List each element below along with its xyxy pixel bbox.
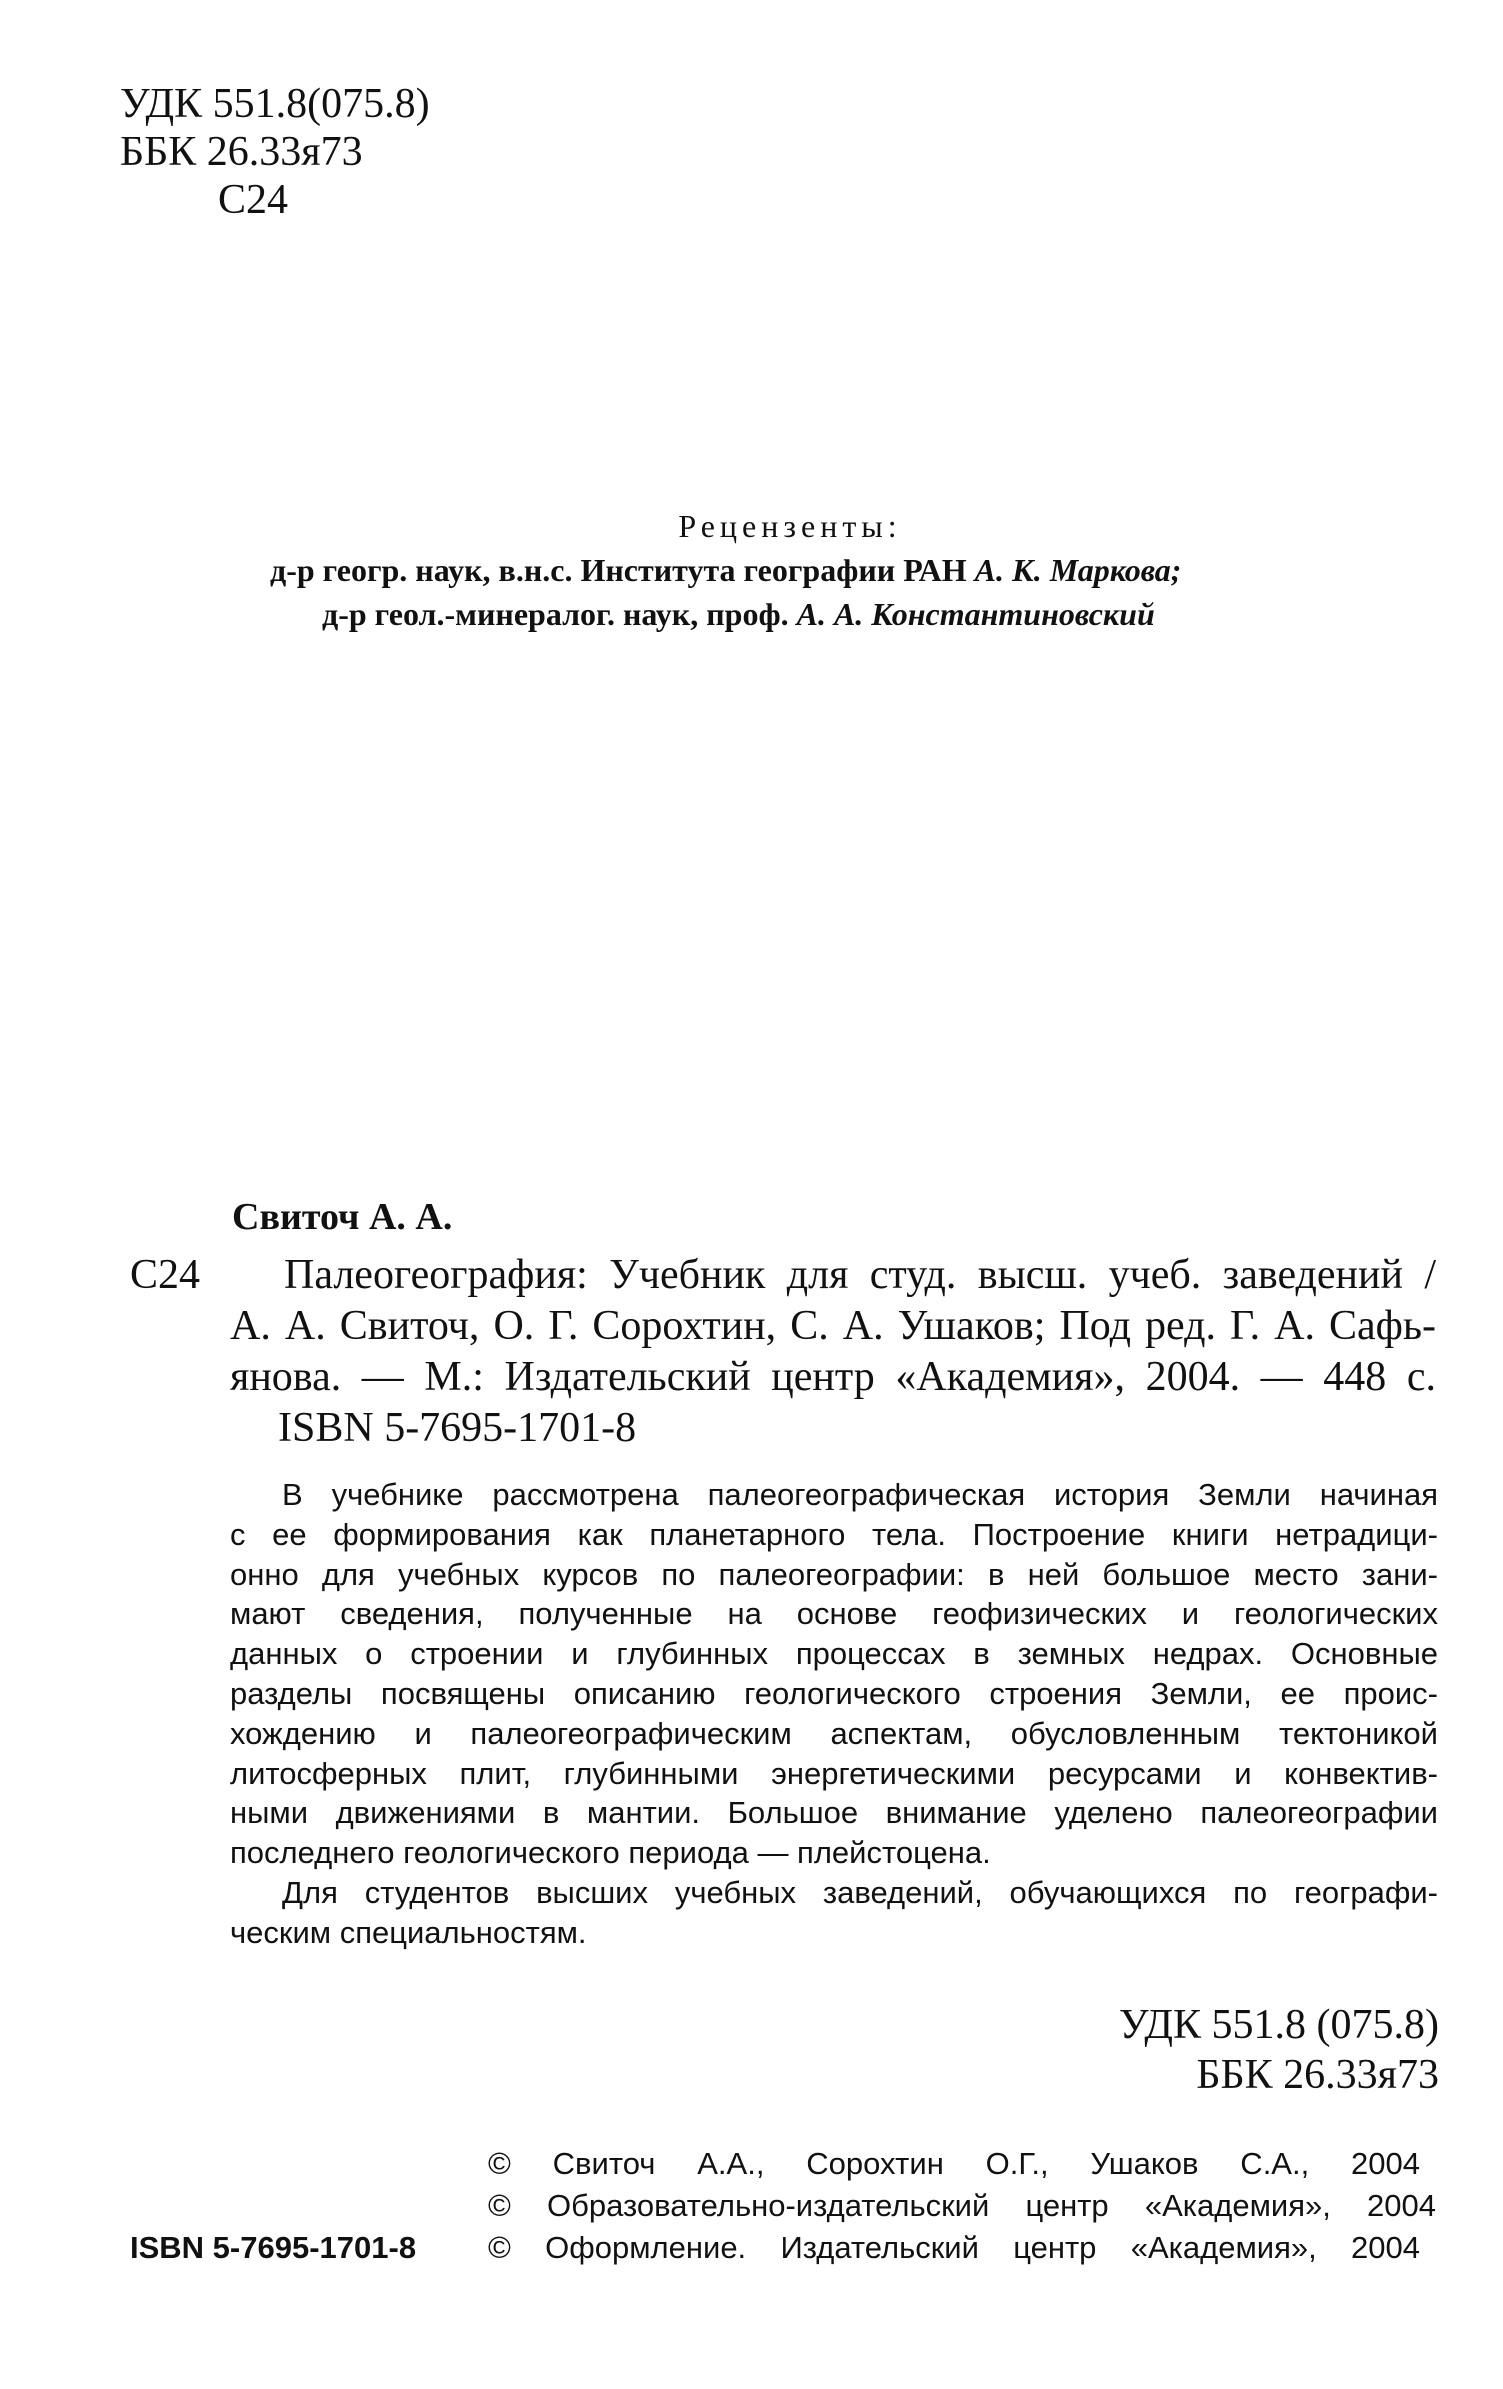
annotation-line: последнего геологического периода — плейстоцена. [230, 1835, 991, 1871]
bib-isbn: ISBN 5-7695-1701-8 [278, 1405, 637, 1451]
reviewer-1-affiliation: д-р геогр. наук, в.н.с. Института географии РАН [270, 552, 975, 588]
bbk-top: ББК 26.33я73 [120, 129, 363, 175]
copyright-publisher: © Образовательно-издательский центр «Академия», 2004 [488, 2188, 1436, 2223]
bib-code: С24 [130, 1252, 201, 1298]
reviewer-2 [322, 596, 1155, 633]
bbk-bottom: ББК 26.33я73 [1196, 2052, 1439, 2098]
reviewer-1-name: А. К. Маркова; [974, 552, 1182, 588]
annotation-line: В учебнике рассмотрена палеогеографическая история Земли начиная [282, 1477, 1438, 1512]
bib-line-2: А. А. Свиточ, О. Г. Сорохтин, С. А. Ушаков; Под ред. Г. А. Сафь- [230, 1303, 1436, 1349]
copyright-design: © Оформление. Издательский центр «Академия», 2004 [488, 2230, 1420, 2265]
copyright-isbn: ISBN 5-7695-1701-8 [130, 2230, 417, 2265]
annotation-line: онно для учебных курсов по палеогеографии: в ней большое место зани- [230, 1556, 1438, 1592]
annotation-line: хождению и палеогеографическим аспектам, обусловленным тектоникой [230, 1715, 1438, 1751]
annotation-line: мают сведения, полученные на основе геофизических и геологических [230, 1596, 1438, 1632]
annotation-line: с ее формирования как планетарного тела. Построение книги нетрадици- [230, 1516, 1438, 1552]
reviewer-1 [270, 552, 1181, 589]
bib-line-3: янова. — М.: Издательский центр «Академия», 2004. — 448 с. [230, 1354, 1436, 1400]
author-code-top: С24 [218, 177, 289, 223]
udk-top: УДК 551.8(075.8) [120, 81, 430, 127]
author-heading: Свиточ А. А. [232, 1196, 453, 1238]
copyright-authors: © Свиточ А.А., Сорохтин О.Г., Ушаков С.А., 2004 [488, 2146, 1420, 2181]
annotation-line: Для студентов высших учебных заведений, обучающихся по географи- [282, 1874, 1438, 1910]
udk-bottom: УДК 551.8 (075.8) [1118, 2002, 1439, 2048]
annotation-line: разделы посвящены описанию геологического строения Земли, ее проис- [230, 1675, 1438, 1711]
annotation-line: ными движениями в мантии. Большое внимание уделено палеогеографии [230, 1795, 1438, 1831]
annotation-line: ческим специальностям. [230, 1914, 587, 1950]
annotation [230, 1475, 1438, 1953]
annotation-line: литосферных плит, глубинными энергетическими ресурсами и конвектив- [230, 1755, 1438, 1791]
reviewers-heading: Рецензенты: [678, 508, 902, 544]
bib-line-1: Палеогеография: Учебник для студ. высш. учеб. заведений / [284, 1252, 1436, 1298]
reviewer-2-affiliation: д-р геол.-минералог. наук, проф. [322, 596, 797, 632]
annotation-line: данных о строении и глубинных процессах в земных недрах. Основные [230, 1636, 1438, 1672]
reviewer-2-name: А. А. Константиновский [796, 596, 1155, 632]
